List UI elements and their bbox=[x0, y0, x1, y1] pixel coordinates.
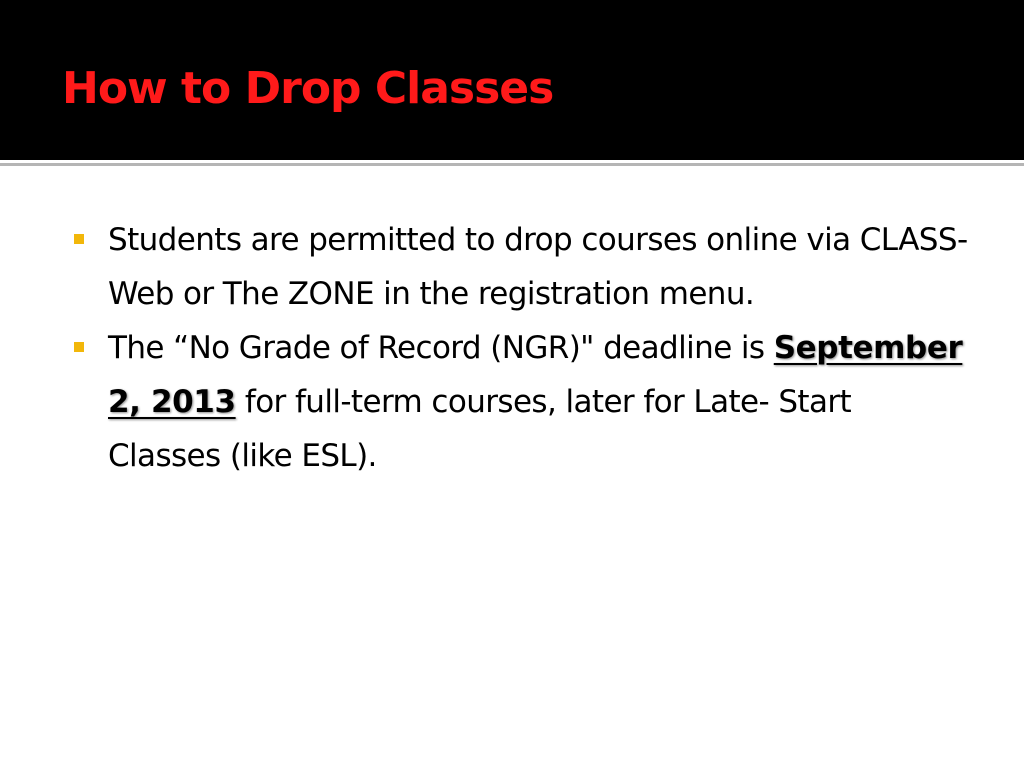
bullet-list bbox=[0, 213, 1024, 483]
deadline-date: September 2, 2013 bbox=[108, 330, 963, 420]
bullet-text-after: for full-term courses, later for Late- Start Classes (like ESL). bbox=[108, 384, 852, 474]
bullet-item-ngr-deadline bbox=[0, 321, 968, 483]
bullet-text: Students are permitted to drop courses online via CLASS-Web or The ZONE in the registration menu. bbox=[108, 222, 968, 312]
bullet-text-before: The “No Grade of Record (NGR)" deadline is bbox=[108, 330, 774, 366]
square-bullet-icon bbox=[74, 234, 84, 244]
slide-title: How to Drop Classes bbox=[62, 63, 554, 114]
title-divider bbox=[0, 163, 1024, 166]
square-bullet-icon bbox=[74, 342, 84, 352]
bullet-item-drop-online bbox=[0, 213, 968, 321]
